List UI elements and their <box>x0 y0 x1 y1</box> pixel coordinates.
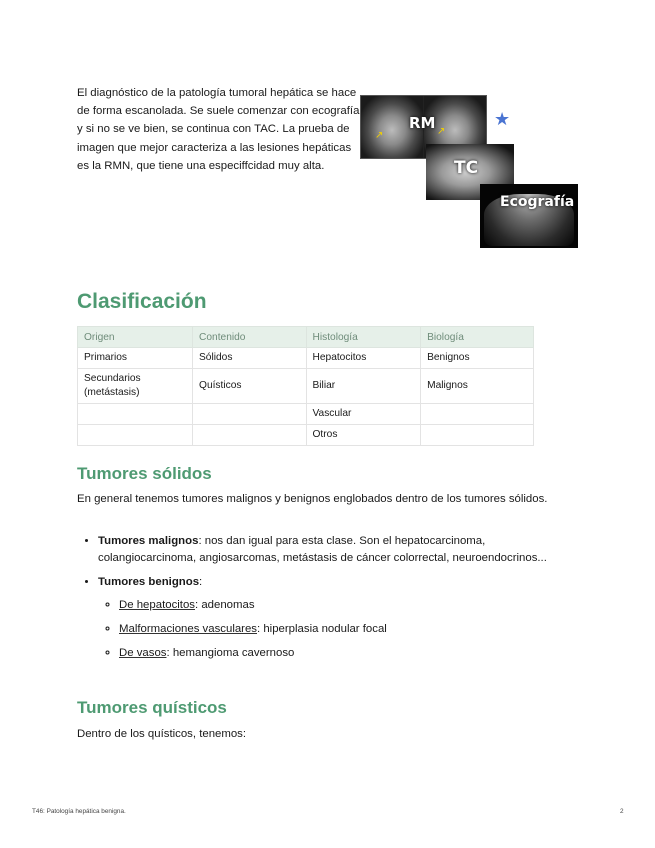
intro-paragraph: El diagnóstico de la patología tumoral hepática se hace de forma escanolada. Se suele comenzar con ecografía y si no se ve bien, se continua con TAC. La prueba de imagen que mejor caracteriza a las lesiones hepáticas es la RMN, que tiene una especiffcidad muy alta. <box>77 87 360 172</box>
table-cell: Quísticos <box>193 369 306 404</box>
table-cell <box>193 404 306 425</box>
table-header-cell: Biología <box>421 327 534 348</box>
imaging-collage <box>358 92 583 252</box>
table-cell: Malignos <box>421 369 534 404</box>
table-cell <box>193 425 306 446</box>
list-item <box>119 597 558 614</box>
table-cell <box>78 425 193 446</box>
table-row <box>78 425 534 446</box>
page-number: 2 <box>620 808 624 815</box>
table-cell: Benignos <box>421 348 534 369</box>
section-title-tumores-solidos: Tumores sólidos <box>77 464 212 483</box>
ecografia-scan-image <box>480 184 578 248</box>
solidos-intro: En general tenemos tumores malignos y benignos englobados dentro de los tumores sólidos. <box>77 493 548 505</box>
rm-scan-image: ↗ ↗ RM <box>360 95 487 159</box>
table-cell <box>421 404 534 425</box>
table-cell: Vascular <box>306 404 421 425</box>
benignos-sublist <box>98 597 558 662</box>
benignos-label: Tumores benignos <box>98 576 200 588</box>
solidos-list <box>77 533 558 669</box>
rm-label: RM <box>409 114 436 132</box>
benignos-colon: : <box>199 576 203 588</box>
list-item <box>119 645 558 662</box>
malignos-text: : nos dan igual para esta clase. Son el hepatocarcinoma, colangiocarcinoma, angiosarcomas, metástasis de cáncer colorrectal, neuroendocrinos... <box>98 535 547 564</box>
benigno-type-text: : hemangioma cavernoso <box>166 647 295 659</box>
table-row <box>78 369 534 404</box>
footer-title: T46: Patología hepática benigna. <box>32 808 126 815</box>
star-icon: ★ <box>494 109 511 129</box>
benigno-type-label: De vasos <box>119 647 167 659</box>
tc-label: TC <box>454 158 479 178</box>
table-cell <box>78 404 193 425</box>
table-cell <box>421 425 534 446</box>
table-header-cell: Histología <box>306 327 421 348</box>
table-cell: Primarios <box>78 348 193 369</box>
benigno-type-label: Malformaciones vasculares <box>119 623 258 635</box>
clasificacion-table <box>77 326 534 446</box>
benigno-type-label: De hepatocitos <box>119 599 195 611</box>
table-header-row <box>78 327 534 348</box>
table-header-cell: Origen <box>78 327 193 348</box>
list-item <box>119 621 558 638</box>
table-cell: Sólidos <box>193 348 306 369</box>
quisticos-intro: Dentro de los quísticos, tenemos: <box>77 728 247 740</box>
malignos-label: Tumores malignos <box>98 535 199 547</box>
table-header-cell: Contenido <box>193 327 306 348</box>
table-cell: Otros <box>306 425 421 446</box>
benigno-type-text: : adenomas <box>195 599 255 611</box>
ecografia-label: Ecografía <box>500 194 575 210</box>
table-cell: Secundarios (metástasis) <box>78 369 193 404</box>
table-row <box>78 348 534 369</box>
list-item-benignos <box>98 574 558 662</box>
table-row <box>78 404 534 425</box>
section-title-clasificacion: Clasificación <box>77 290 207 313</box>
section-title-tumores-quisticos: Tumores quísticos <box>77 698 227 717</box>
list-item-malignos <box>98 533 558 567</box>
benigno-type-text: : hiperplasia nodular focal <box>257 623 387 635</box>
table-cell: Hepatocitos <box>306 348 421 369</box>
table-cell: Biliar <box>306 369 421 404</box>
